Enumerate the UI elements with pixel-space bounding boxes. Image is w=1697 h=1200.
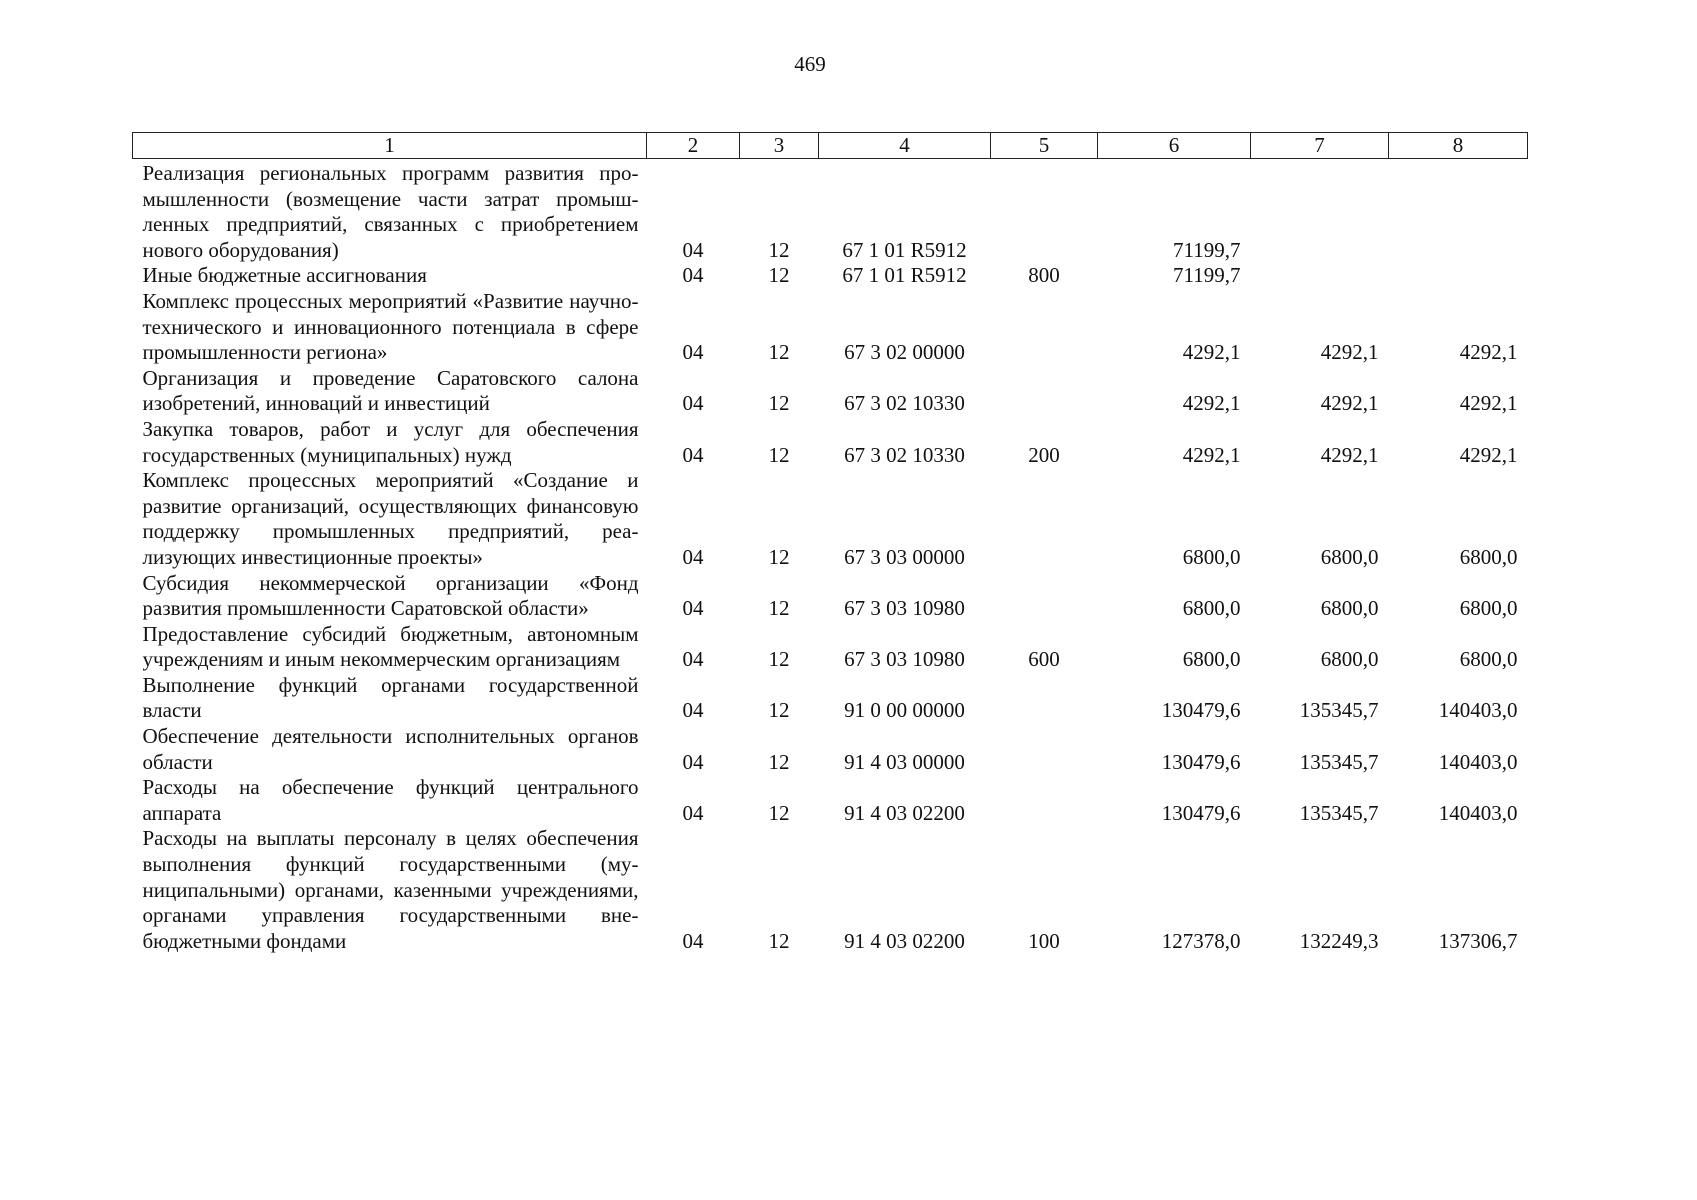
row-amount-col6: 130479,6: [1161, 749, 1241, 774]
table-row: [133, 417, 1528, 468]
row-amount-col8: 140403,0: [1438, 749, 1518, 774]
row-amount-col7: 135345,7: [1299, 800, 1379, 825]
table-header-row: [133, 133, 1528, 159]
row-section: 04: [682, 698, 704, 723]
row-amount-col8: 140403,0: [1438, 800, 1518, 825]
row-section: 04: [682, 442, 704, 467]
row-expense-type: 800: [1028, 263, 1060, 288]
row-section: 04: [682, 800, 704, 825]
row-section: 04: [682, 647, 704, 672]
column-header: 4: [819, 133, 991, 159]
row-subsection: 12: [768, 237, 790, 262]
column-header: 6: [1098, 133, 1251, 159]
row-amount-col6: 4292,1: [1182, 391, 1241, 416]
row-expense-type: [991, 366, 1098, 417]
row-target-article: 67 3 02 10330: [844, 391, 965, 416]
row-section: 04: [682, 749, 704, 774]
column-header: 2: [647, 133, 740, 159]
row-amount-col7: 6800,0: [1320, 544, 1379, 569]
row-amount-col8: 4292,1: [1459, 340, 1518, 365]
row-name: Обеспечение деятельности исполнительных органов области: [142, 724, 639, 774]
row-amount-col7: [1251, 263, 1389, 289]
row-name: Субсидия некоммерческой организации «Фонд развития промышленности Саратовской области»: [142, 570, 639, 621]
row-subsection: 12: [768, 698, 790, 723]
row-expense-type: [991, 673, 1098, 724]
row-expense-type: [991, 724, 1098, 775]
row-target-article: 91 4 03 02200: [844, 928, 965, 953]
table-row: [133, 775, 1528, 826]
row-amount-col8: 4292,1: [1459, 442, 1518, 467]
row-amount-col7: 4292,1: [1320, 340, 1379, 365]
table-row: [133, 622, 1528, 673]
table-row: [133, 159, 1528, 264]
row-target-article: 91 0 00 00000: [844, 698, 965, 723]
row-amount-col7: 135345,7: [1299, 749, 1379, 774]
row-subsection: 12: [768, 800, 790, 825]
row-amount-col7: 132249,3: [1299, 928, 1379, 953]
row-amount-col7: 4292,1: [1320, 391, 1379, 416]
row-amount-col8: 4292,1: [1459, 391, 1518, 416]
row-amount-col6: 4292,1: [1182, 442, 1241, 467]
row-name: Комплекс процессных мероприятий «Создание и развитие организаций, осуществляющих финансовую поддержку промышленных предприятий, реализующих инвестиционные проекты»: [142, 468, 639, 569]
row-target-article: 67 3 03 00000: [844, 544, 965, 569]
row-amount-col6: 130479,6: [1161, 698, 1241, 723]
row-expense-type: [991, 468, 1098, 570]
table-row: [133, 468, 1528, 570]
row-target-article: 67 1 01 R5912: [842, 237, 967, 262]
table-row: [133, 826, 1528, 954]
row-expense-type: [991, 289, 1098, 366]
row-amount-col7: 6800,0: [1320, 596, 1379, 621]
column-header: 5: [991, 133, 1098, 159]
row-name: Расходы на обеспечение функций центрального аппарата: [142, 775, 639, 825]
row-amount-col8: 140403,0: [1438, 698, 1518, 723]
table-row: [133, 571, 1528, 622]
row-amount-col7: 135345,7: [1299, 698, 1379, 723]
row-subsection: 12: [768, 263, 790, 288]
row-amount-col8: [1389, 159, 1528, 264]
table-row: [133, 289, 1528, 366]
row-name: Комплекс процессных мероприятий «Развитие научно-технического и инновационного потенциала в сфере промышленности региона»: [142, 288, 639, 365]
row-expense-type: 600: [1028, 647, 1060, 672]
page-number: 469: [794, 52, 826, 76]
column-header: 7: [1251, 133, 1389, 159]
row-name: Выполнение функций органами государственной власти: [142, 672, 639, 723]
row-amount-col6: 4292,1: [1182, 340, 1241, 365]
row-section: 04: [682, 596, 704, 621]
row-section: 04: [682, 263, 704, 288]
row-name: Организация и проведение Саратовского салона изобретений, инноваций и инвестиций: [142, 365, 639, 416]
row-expense-type: 100: [1028, 928, 1060, 953]
row-section: 04: [682, 237, 704, 262]
table-row: [133, 673, 1528, 724]
row-subsection: 12: [768, 596, 790, 621]
budget-table: [132, 132, 1528, 954]
row-amount-col7: 4292,1: [1320, 442, 1379, 467]
row-name: Расходы на выплаты персоналу в целях обеспечения выполнения функций государственными (муниципальными) органами, казенными учреждениями, органами управления государственными внебюджетными фондами: [142, 826, 639, 953]
row-amount-col8: [1389, 263, 1528, 289]
row-expense-type: [991, 159, 1098, 264]
row-subsection: 12: [768, 391, 790, 416]
row-target-article: 67 3 02 10330: [844, 442, 965, 467]
row-subsection: 12: [768, 544, 790, 569]
row-name: Иные бюджетные ассигнования: [142, 263, 427, 288]
row-target-article: 67 3 03 10980: [844, 647, 965, 672]
table-row: [133, 263, 1528, 289]
row-subsection: 12: [768, 928, 790, 953]
row-amount-col8: 137306,7: [1438, 928, 1518, 953]
row-target-article: 67 3 02 00000: [844, 340, 965, 365]
row-expense-type: [991, 775, 1098, 826]
table-row: [133, 366, 1528, 417]
row-section: 04: [682, 391, 704, 416]
row-amount-col6: 6800,0: [1182, 544, 1241, 569]
row-name: Реализация региональных программ развития промышленности (возмещение части затрат промышленных предприятий, связанных с приобретением нового оборудования): [142, 161, 639, 262]
row-target-article: 91 4 03 00000: [844, 749, 965, 774]
row-amount-col7: [1251, 159, 1389, 264]
row-subsection: 12: [768, 442, 790, 467]
column-header: 8: [1389, 133, 1528, 159]
row-amount-col8: 6800,0: [1459, 544, 1518, 569]
row-expense-type: [991, 571, 1098, 622]
row-section: 04: [682, 340, 704, 365]
row-amount-col7: 6800,0: [1320, 647, 1379, 672]
row-amount-col6: 71199,7: [1173, 263, 1241, 288]
row-amount-col6: 71199,7: [1173, 237, 1241, 262]
row-amount-col6: 6800,0: [1182, 596, 1241, 621]
row-target-article: 67 1 01 R5912: [842, 263, 967, 288]
row-amount-col6: 130479,6: [1161, 800, 1241, 825]
column-header: 3: [740, 133, 819, 159]
row-subsection: 12: [768, 749, 790, 774]
row-subsection: 12: [768, 647, 790, 672]
row-amount-col8: 6800,0: [1459, 596, 1518, 621]
row-expense-type: 200: [1028, 442, 1060, 467]
row-name: Закупка товаров, работ и услуг для обеспечения государственных (муниципальных) нужд: [142, 416, 639, 467]
row-subsection: 12: [768, 340, 790, 365]
row-amount-col6: 6800,0: [1182, 647, 1241, 672]
row-amount-col6: 127378,0: [1161, 928, 1241, 953]
row-amount-col8: 6800,0: [1459, 647, 1518, 672]
row-target-article: 67 3 03 10980: [844, 596, 965, 621]
row-name: Предоставление субсидий бюджетным, автономным учреждениям и иным некоммерческим организациям: [142, 621, 639, 672]
table-row: [133, 724, 1528, 775]
column-header: 1: [133, 133, 647, 159]
row-target-article: 91 4 03 02200: [844, 800, 965, 825]
row-section: 04: [682, 928, 704, 953]
row-section: 04: [682, 544, 704, 569]
